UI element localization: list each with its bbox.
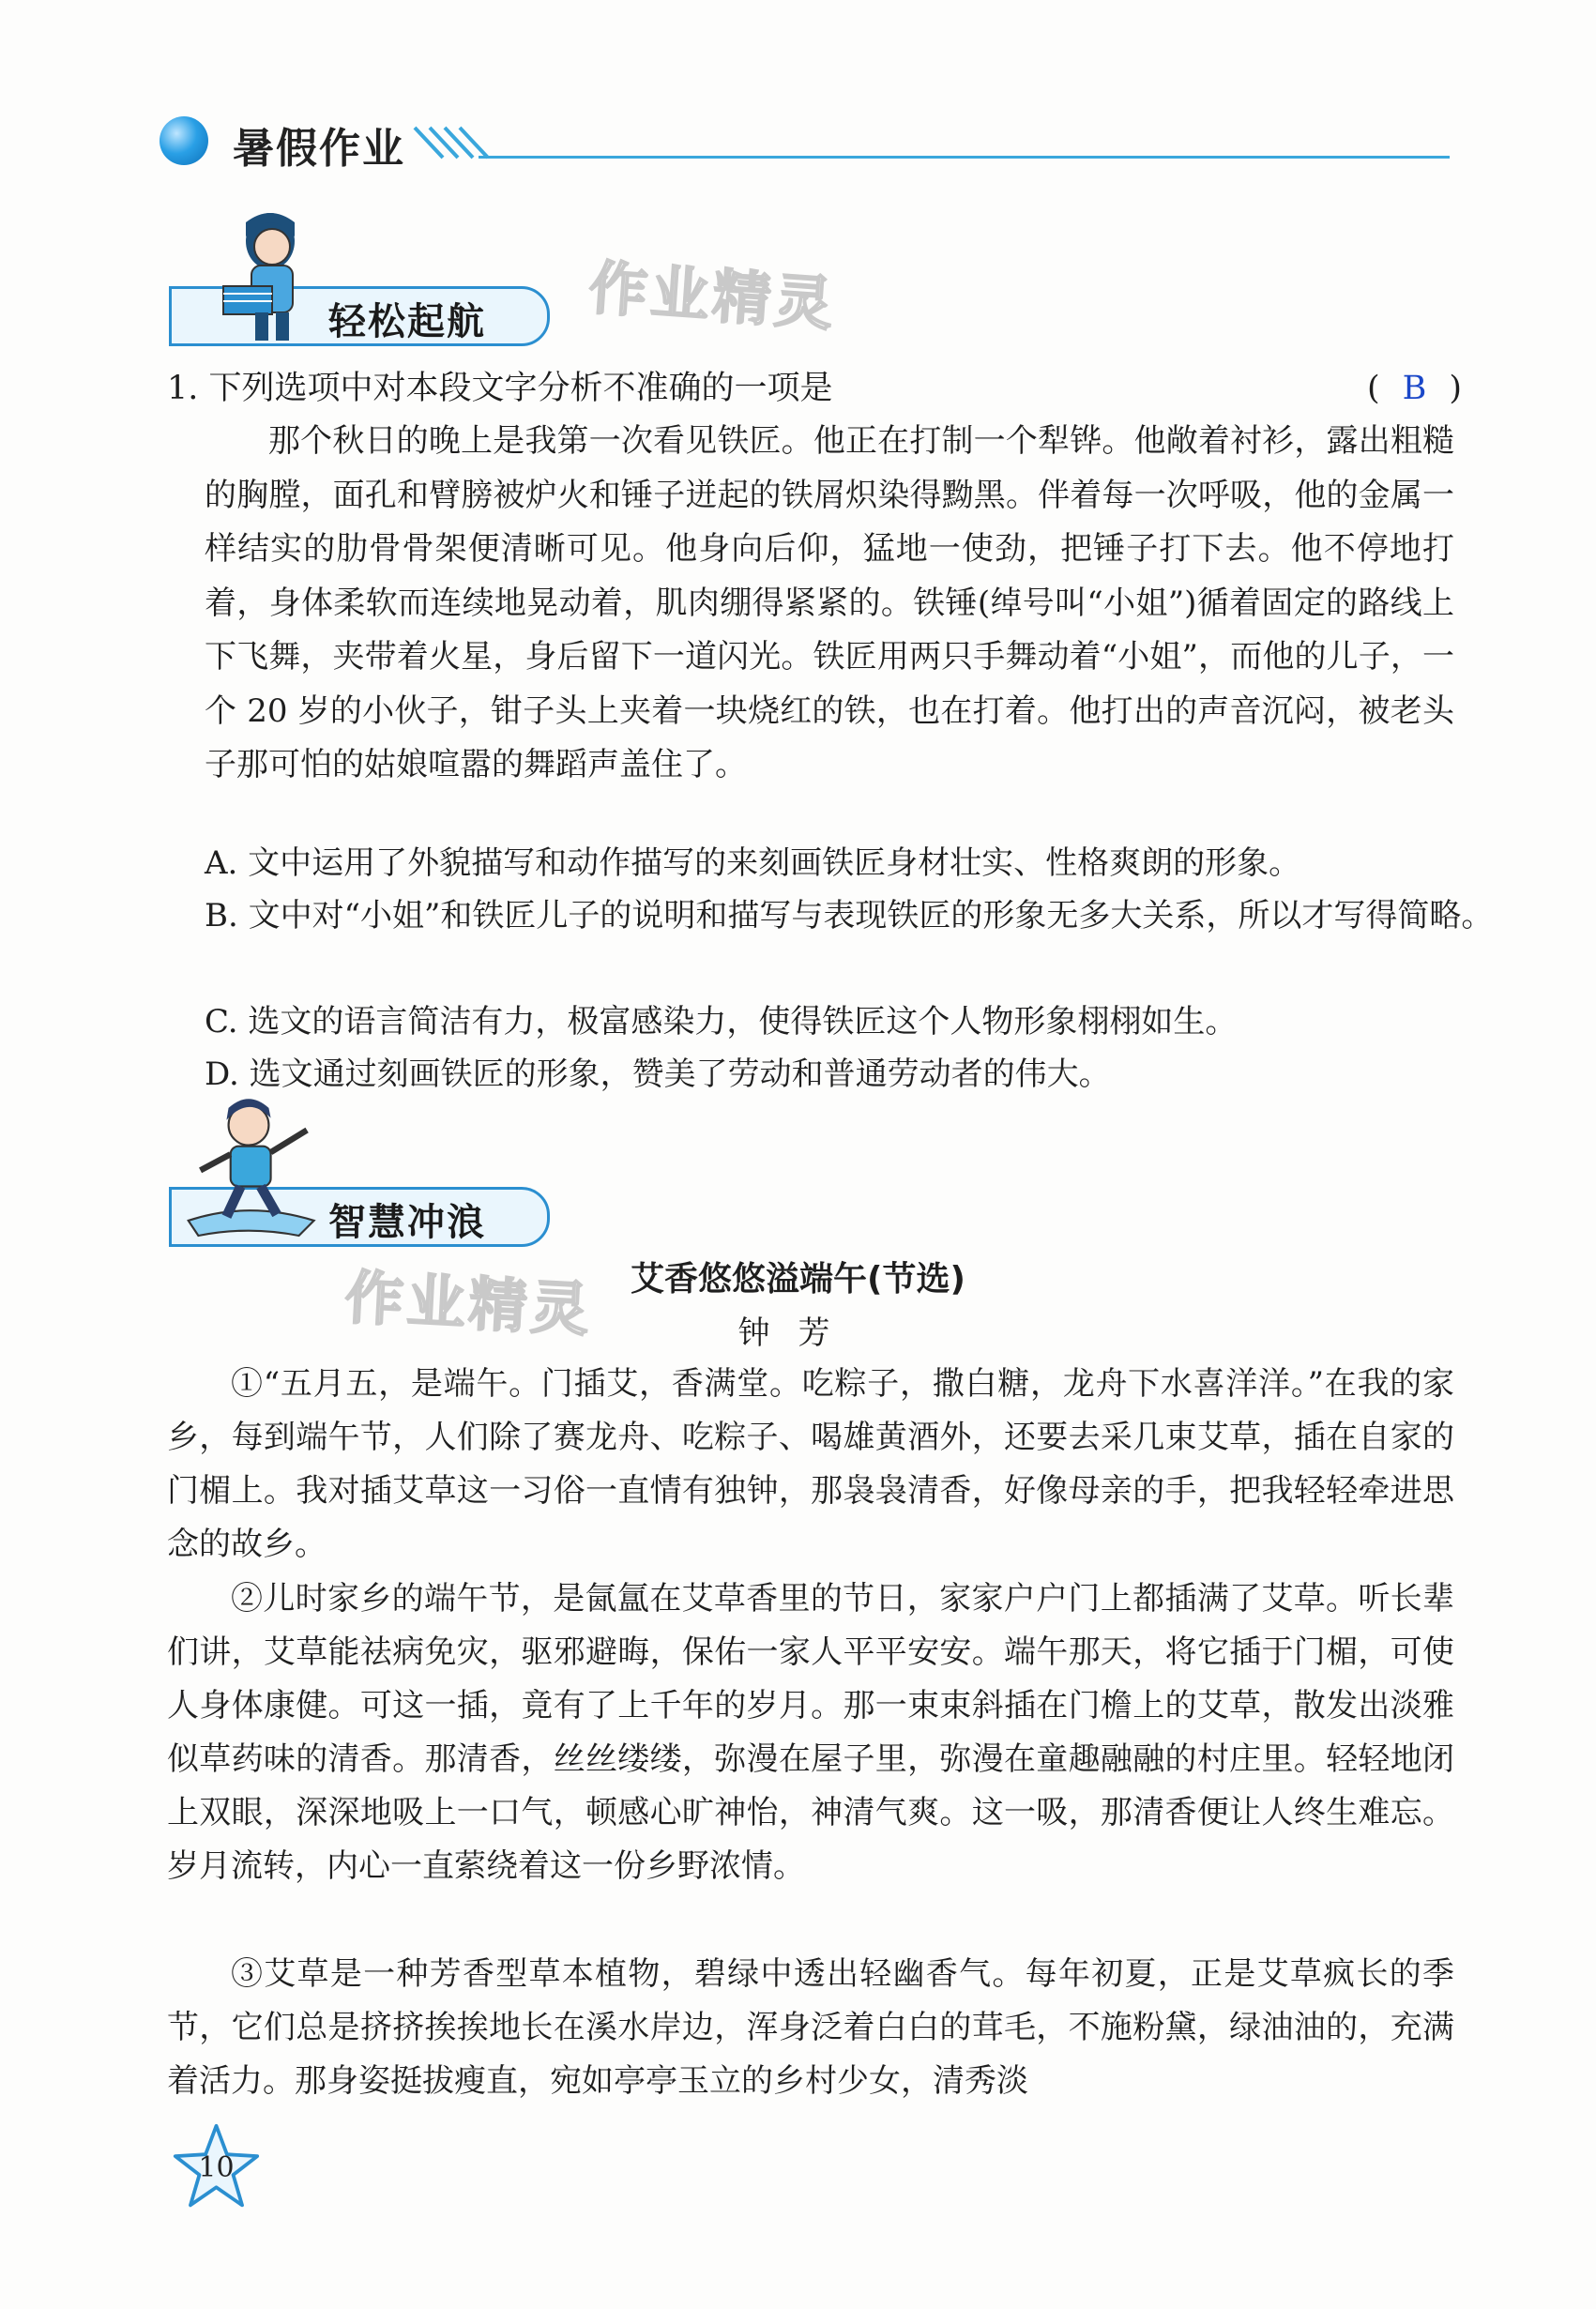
option-d: D. 选文通过刻画铁匠的形象，赞美了劳动和普通劳动者的伟大。: [205, 1056, 1111, 1093]
paren-close: ): [1449, 370, 1462, 407]
article-author: 钟芳: [737, 1314, 859, 1352]
paren-open: (: [1366, 370, 1380, 407]
answer-value: B: [1402, 370, 1427, 407]
header-title: 暑假作业: [233, 125, 405, 173]
boy-surfing-icon: [178, 1086, 319, 1245]
question-1: [167, 362, 1462, 415]
option-b: B. 文中对“小姐”和铁匠儿子的说明和描写与表现铁匠的形象无多大关系，所以才写得简略。: [205, 897, 1494, 934]
page-number-badge: [172, 2122, 261, 2211]
header-ball-icon: [160, 116, 208, 165]
section-title-first: 轻松起航: [328, 300, 486, 343]
answer-bracket: [1367, 362, 1462, 415]
question-passage: 那个秋日的晚上是我第一次看见铁匠。他正在打制一个犁铧。他敞着衬衫，露出粗糙的胸膛，面孔和臂膀被炉火和锤子迸起的铁屑炽染得黝黑。伴着每一次呼吸，他的金属一样结实的肋骨骨架便清晰可见。他身向后仰，猛地一使劲，把锤子打下去。他不停地打着，身体柔软而连续地晃动着，肌肉绷得紧紧的。铁锤(绰号叫“小姐”)循着固定的路线上下飞舞，夹带着火星，身后留下一道闪光。铁匠用两只手舞动着“小姐”，而他的儿子，一个 20 岁的小伙子，钳子头上夹着一块烧红的铁，也在打着。他打出的声音沉闷，被老头子那可怕的姑娘喧嚣的舞蹈声盖住了。: [205, 422, 1454, 783]
watermark-middle: 作业精灵: [343, 1263, 595, 1344]
option-a: A. 文中运用了外貌描写和动作描写的来刻画铁匠身材壮实、性格爽朗的形象。: [205, 844, 1301, 882]
section-title-second: 智慧冲浪: [328, 1201, 486, 1244]
article-paragraph-1: ①“五月五，是端午。门插艾，香满堂。吃粽子，撒白糖，龙舟下水喜洋洋。”在我的家乡，每到端午节，人们除了赛龙舟、吃粽子、喝雄黄酒外，还要去采几束艾草，插在自家的门楣上。我对插艾草这一习俗一直情有独钟，那袅袅清香，好像母亲的手，把我轻轻牵进思念的故乡。: [167, 1365, 1454, 1563]
section-banner-first: [169, 286, 554, 344]
section-banner-second: [169, 1187, 554, 1245]
article-paragraph-2: ②儿时家乡的端午节，是氤氲在艾草香里的节日，家家户户门上都插满了艾草。听长辈们讲，艾草能祛病免灾，驱邪避晦，保佑一家人平平安安。端午那天，将它插于门楣，可使人身体康健。可这一插，竟有了上千年的岁月。那一束束斜插在门檐上的艾草，散发出淡雅似草药味的清香。那清香，丝丝缕缕，弥漫在屋子里，弥漫在童趣融融的村庄里。轻轻地闭上双眼，深深地吸上一口气，顿感心旷神怡，神清气爽。这一吸，那清香便让人终生难忘。岁月流转，内心一直萦绕着这一份乡野浓情。: [167, 1580, 1454, 1885]
article-title: 艾香悠悠溢端午(节选): [631, 1260, 965, 1299]
article-paragraph-3: ③艾草是一种芳香型草本植物，碧绿中透出轻幽香气。每年初夏，正是艾草疯长的季节，它们总是挤挤挨挨地长在溪水岸边，浑身泛着白白的茸毛，不施粉黛，绿油油的，充满着活力。那身姿挺拔瘦直，宛如亭亭玉立的乡村少女，清秀淡: [167, 1955, 1454, 2100]
option-c: C. 选文的语言简洁有力，极富感染力，使得铁匠这个人物形象栩栩如生。: [205, 1003, 1238, 1041]
page-header: [160, 111, 1450, 176]
header-rule: [479, 156, 1450, 159]
girl-reading-icon: [197, 204, 328, 344]
page-number: 10: [198, 2151, 235, 2184]
watermark-top: 作业精灵: [586, 252, 839, 340]
question-stem: 1. 下列选项中对本段文字分析不准确的一项是: [167, 370, 833, 407]
